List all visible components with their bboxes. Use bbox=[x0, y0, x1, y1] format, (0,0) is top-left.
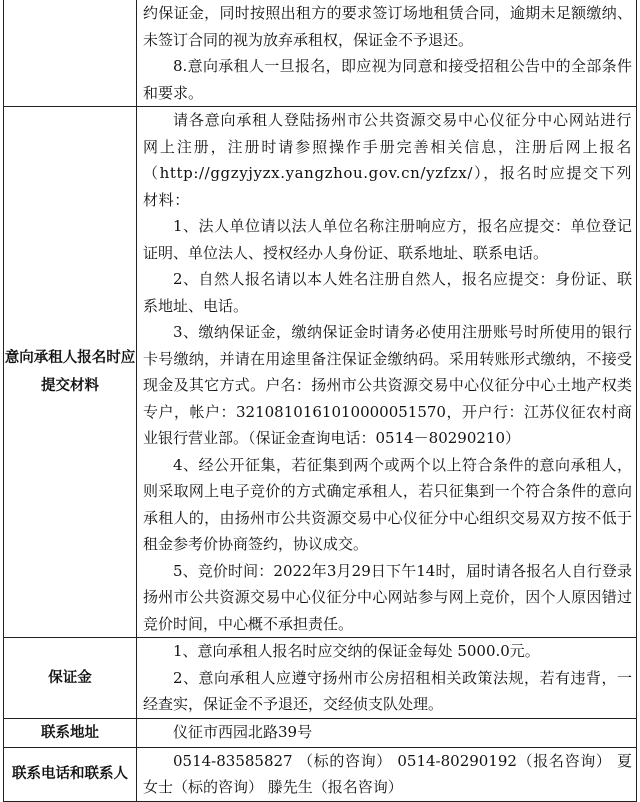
paragraph: 0514-83585827 （标的咨询） 0514-80290192（报名咨询） 夏女士（标的咨询） 滕先生（报名咨询） bbox=[143, 751, 632, 796]
table-row bbox=[4, 107, 637, 638]
table-row bbox=[4, 747, 637, 801]
row-label: 保证金 bbox=[4, 638, 137, 719]
paragraph: 1、法人单位请以法人单位名称注册响应方，报名应提交：单位登记证明、单位法人、授权经办人身份证、联系地址、联系电话。 bbox=[143, 217, 632, 262]
row-content bbox=[137, 107, 637, 638]
paragraph: 2、意向承租人应遵守扬州市公房招租相关政策法规，若有违背，一经查实，保证金不予退还，交经侦支队处理。 bbox=[143, 668, 632, 713]
paragraph: 3、缴纳保证金，缴纳保证金时请务必使用注册账号时所使用的银行卡号缴纳，并请在用途里备注保证金缴纳码。采用转账形式缴纳，不接受现金及其它方式。户名：扬州市公共资源交易中心仪征分中心土地产权类专户，帐户：3210810161010000051570，开户行：江苏仪征农村商业银行营业部。（保证金查询电话：0514－80290210） bbox=[143, 323, 632, 447]
paragraph: 仪征市西园北路39号 bbox=[173, 722, 313, 741]
paragraph: 1、意向承租人报名时应交纳的保证金每处 5000.0元。 bbox=[173, 642, 540, 660]
row-content bbox=[137, 0, 637, 107]
announcement-table bbox=[3, 0, 637, 802]
paragraph: 请各意向承租人登陆扬州市公共资源交易中心仪征分中心网站进行网上注册，注册时请参照操作手册完善相关信息，注册后网上报名（http://ggzyjyzx.yangzhou.gov.cn/yzfzx/），报名时应提交下列材料： bbox=[143, 111, 632, 209]
paragraph: 8.意向承租人一旦报名，即应视为同意和接受招租公告中的全部条件和要求。 bbox=[143, 57, 632, 102]
paragraph: 2、自然人报名请以本人姓名注册自然人，报名应提交：身份证、联系地址、电话。 bbox=[143, 270, 632, 315]
row-label: 意向承租人报名时应提交材料 bbox=[4, 107, 137, 638]
row-content bbox=[137, 747, 637, 801]
row-content bbox=[137, 638, 637, 719]
table-row bbox=[4, 638, 637, 719]
table-row bbox=[4, 0, 637, 107]
row-label: 联系电话和联系人 bbox=[4, 747, 137, 801]
table-row bbox=[4, 718, 637, 747]
paragraph: 5、竞价时间：2022年3月29日下午14时，届时请各报名人自行登录扬州市公共资源交易中心仪征分中心网站参与网上竞价，因个人原因错过竞价时间，中心概不承担责任。 bbox=[143, 561, 632, 633]
paragraph: 约保证金，同时按照出租方的要求签订场地租赁合同，逾期未足额缴纳、未签订合同的视为放弃承租权，保证金不予退还。 bbox=[143, 4, 632, 49]
row-label: 联系地址 bbox=[4, 718, 137, 747]
row-label bbox=[4, 0, 137, 107]
paragraph: 4、经公开征集，若征集到两个或两个以上符合条件的意向承租人，则采取网上电子竞价的方式确定承租人，若只征集到一个符合条件的意向承租人的，由扬州市公共资源交易中心仪征分中心组织交易双方按不低于租金参考价协商签约，协议成交。 bbox=[143, 455, 632, 553]
row-content bbox=[137, 718, 637, 747]
